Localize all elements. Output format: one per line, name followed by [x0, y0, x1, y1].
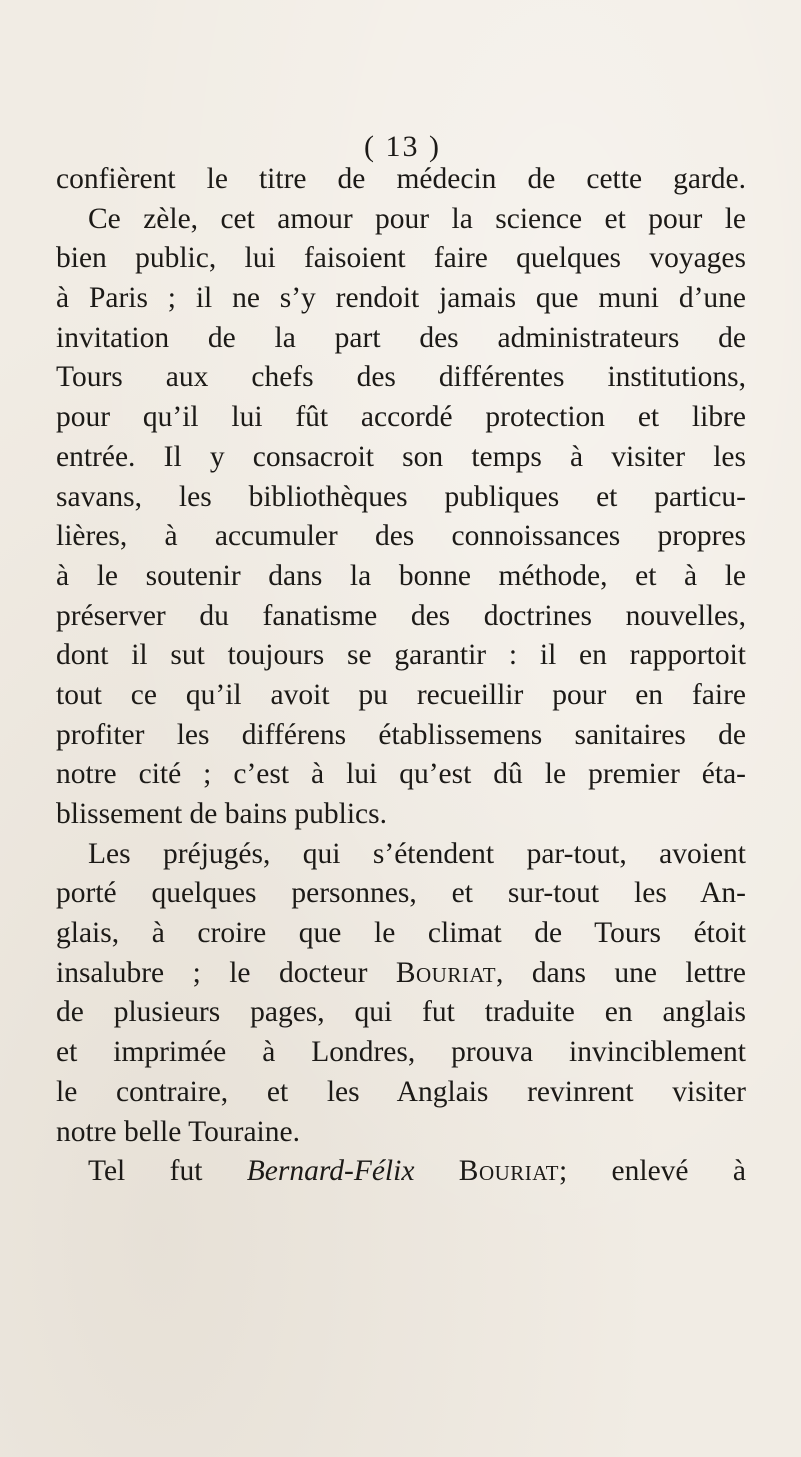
text-line: préserver du fanatisme des doctrines nouvelles,: [56, 599, 746, 632]
author-name: Bouriat: [458, 1155, 559, 1188]
text-line: tout ce qu’il avoit pu recueillir pour en faire: [56, 678, 746, 711]
text-line: blissement de bains publics.: [56, 798, 388, 830]
text-run: , dans une lettre: [496, 956, 746, 989]
text-line: à le soutenir dans la bonne méthode, et à le: [56, 559, 746, 592]
text-line: notre cité ; c’est à lui qu’est dû le premier éta-: [56, 758, 746, 791]
text-line: Les préjugés, qui s’étendent par-tout, avoient: [88, 837, 746, 870]
text-line: et imprimée à Londres, prouva invinciblement: [56, 1036, 746, 1069]
text-line: de plusieurs pages, qui fut traduite en anglais: [56, 996, 746, 1029]
text-line: savans, les bibliothèques publiques et particu-: [56, 480, 746, 513]
text-run: insalubre ; le docteur: [56, 956, 396, 989]
given-names: Bernard-Félix: [246, 1155, 415, 1188]
text-run: Tel fut: [88, 1155, 247, 1188]
text-line: dont il sut toujours se garantir : il en rapportoit: [56, 639, 746, 672]
body-text: [56, 160, 746, 1192]
text-line: notre belle Touraine.: [56, 1115, 300, 1148]
text-line: lières, à accumuler des connoissances propres: [56, 520, 746, 553]
text-line: à Paris ; il ne s’y rendoit jamais que muni d’une: [56, 282, 746, 315]
text-line: porté quelques personnes, et sur-tout les An-: [56, 877, 746, 910]
text-line: Tours aux chefs des différentes institutions,: [56, 361, 746, 394]
text-line: [56, 1152, 746, 1192]
page-number: ( 13 ): [364, 130, 441, 163]
text-line: pour qu’il lui fût accordé protection et libre: [56, 401, 746, 434]
text-line: le contraire, et les Anglais revinrent visiter: [56, 1075, 746, 1108]
text-line: Ce zèle, cet amour pour la science et pour le: [88, 202, 746, 235]
text-line: glais, à croire que le climat de Tours étoit: [56, 917, 746, 950]
text-line: confièrent le titre de médecin de cette garde.: [56, 163, 746, 195]
text-line: entrée. Il y consacroit son temps à visiter les: [56, 440, 746, 473]
text-line: invitation de la part des administrateurs de: [56, 321, 746, 354]
author-name: Bouriat: [395, 956, 497, 989]
text-line: profiter les différens établissemens sanitaires de: [56, 718, 746, 751]
text-run: ; enlevé à: [558, 1155, 746, 1188]
text-line: bien public, lui faisoient faire quelques voyages: [56, 242, 746, 275]
text-line: [56, 954, 746, 994]
